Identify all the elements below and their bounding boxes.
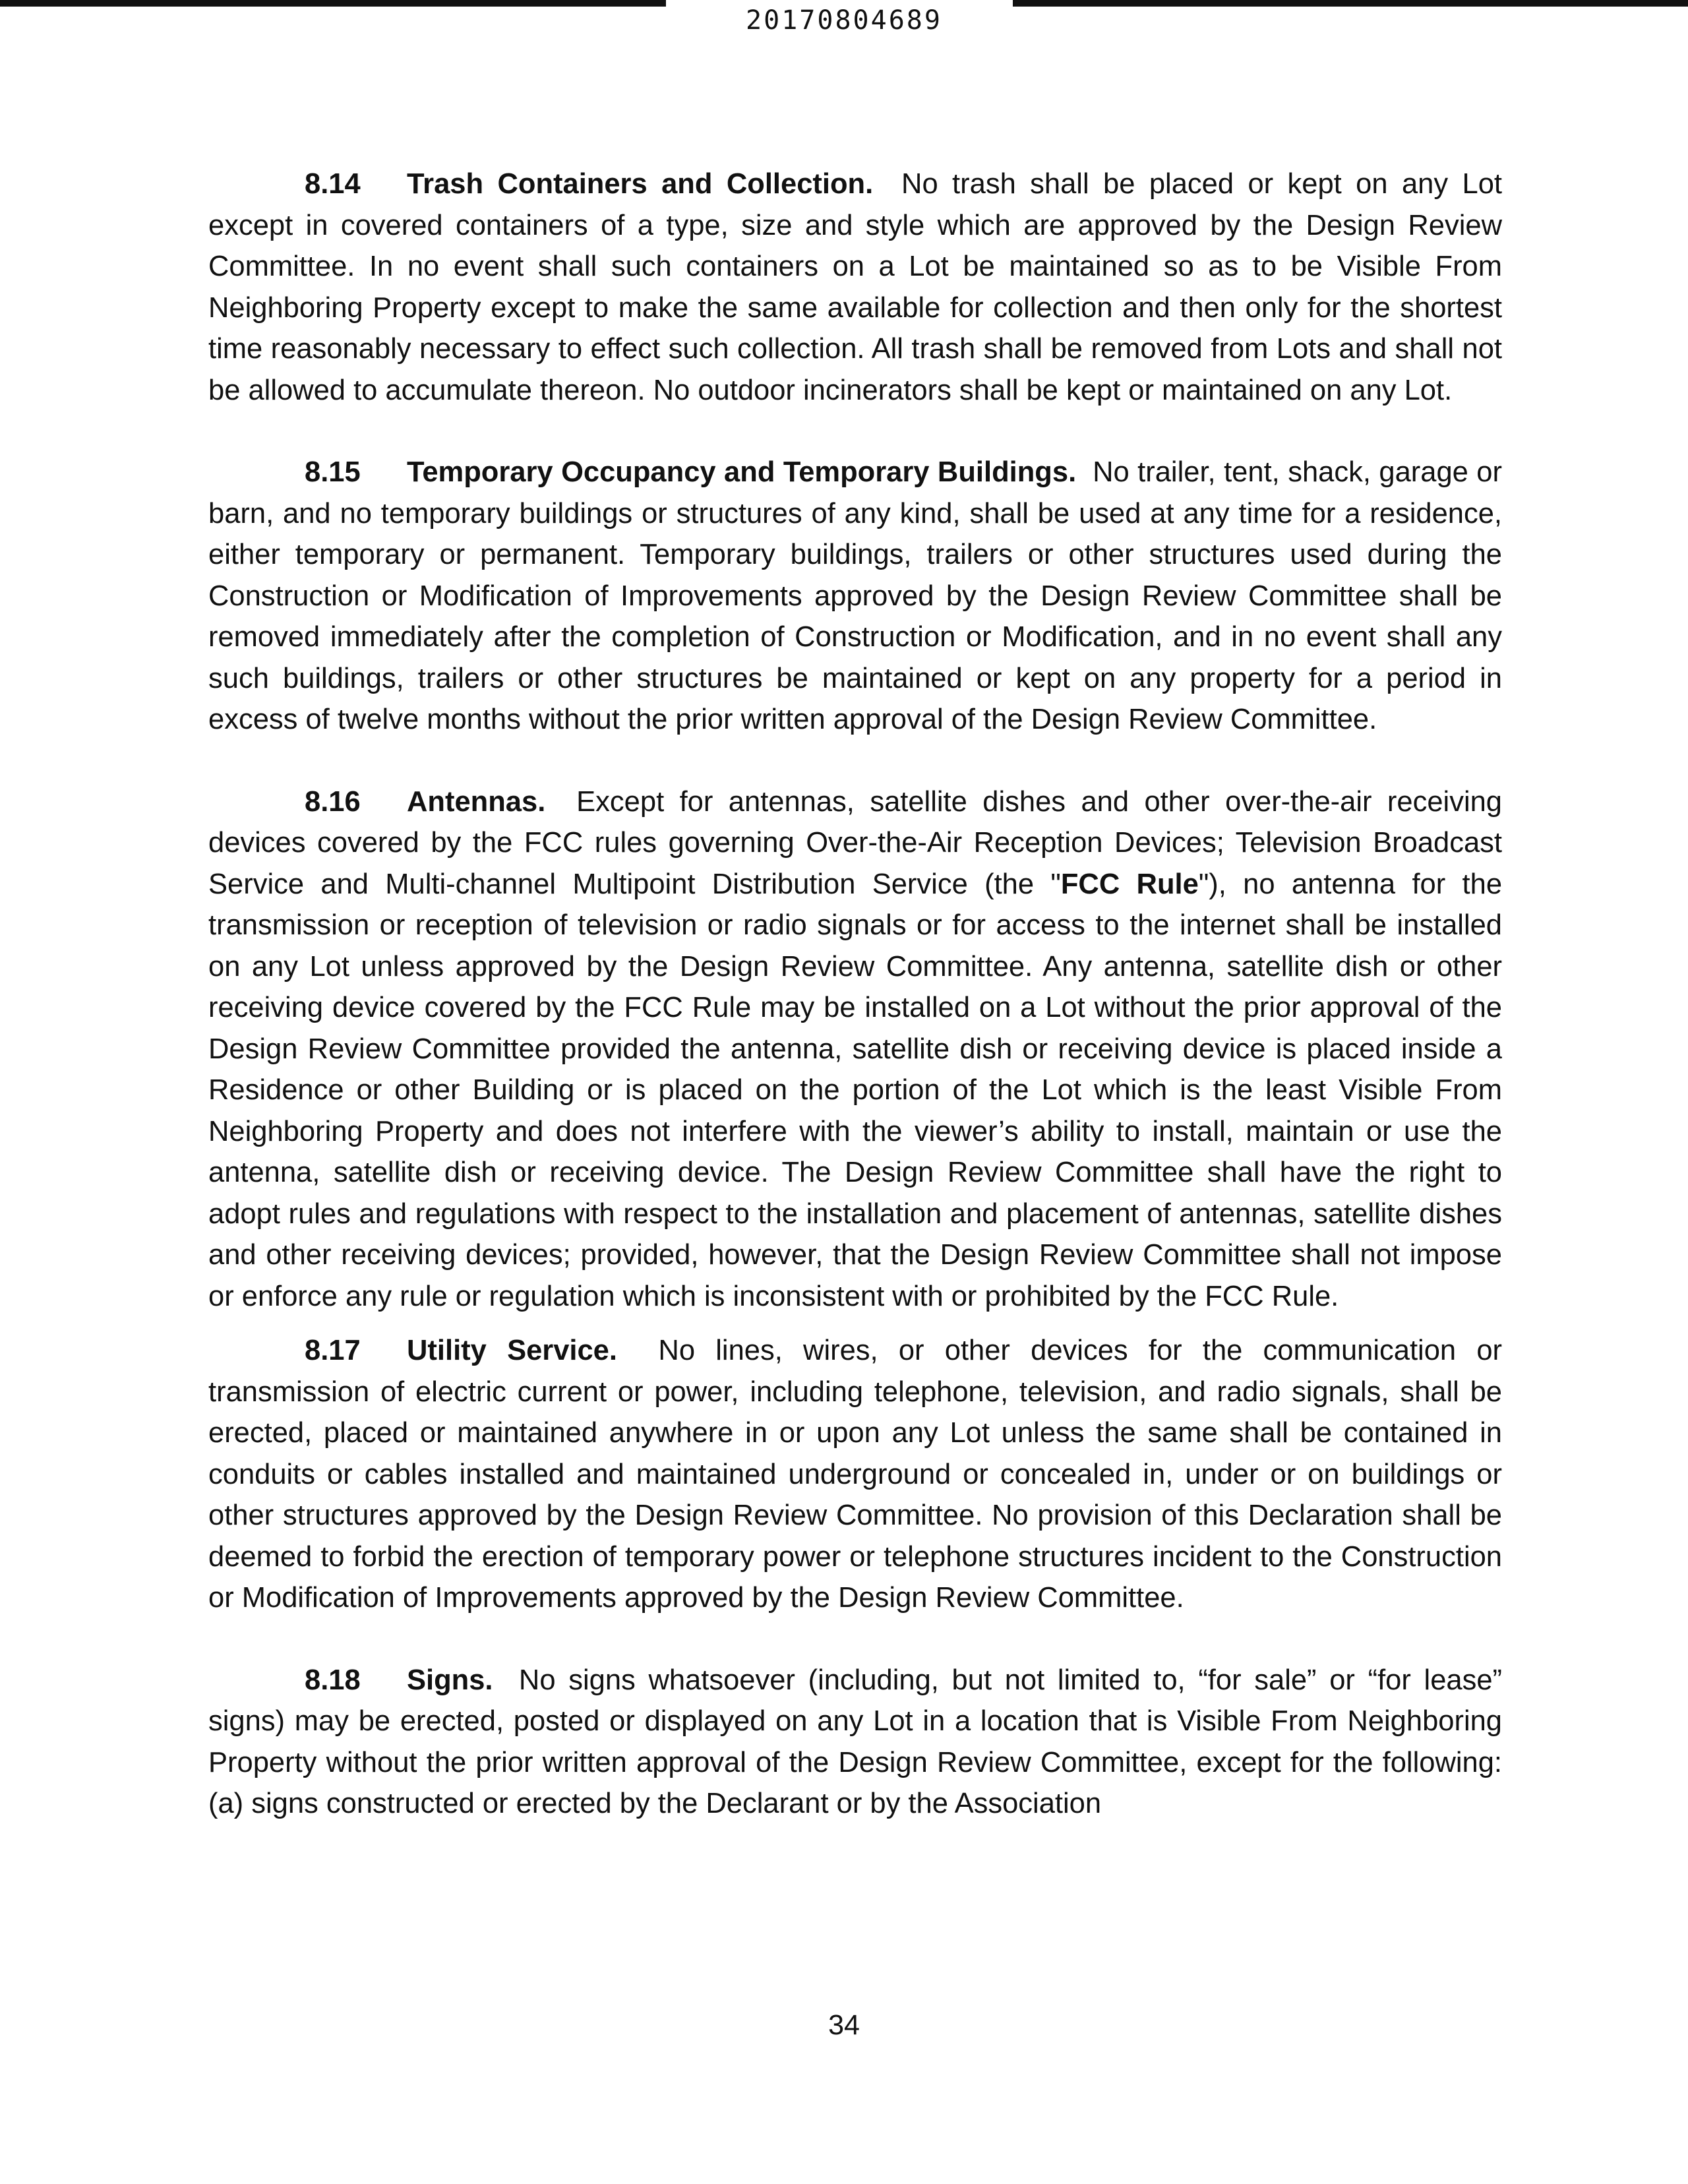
section-heading: Temporary Occupancy and Temporary Buildings. — [407, 456, 1077, 488]
section-number: 8.17 — [305, 1335, 361, 1366]
page-body — [208, 164, 1502, 1825]
section-8-16 — [208, 781, 1502, 1318]
section-heading: Antennas. — [407, 785, 546, 818]
section-8-15 — [208, 452, 1502, 741]
document-number: 20170804689 — [746, 5, 942, 36]
section-number: 8.16 — [305, 785, 361, 818]
section-number: 8.15 — [305, 456, 361, 488]
section-heading: Utility Service. — [407, 1335, 617, 1366]
defined-term: FCC Rule — [1060, 868, 1199, 900]
section-text: No trailer, tent, shack, garage or barn, and no temporary buildings or structures of any kind, shall be used at any time for a residence, either temporary or permanent. Temporary buildings, trailers or other structures used during the Construction or Modification of Improvements approved by the Design Review Committee shall be removed immediately after the completion of Construction or Modification, and in no event shall any such buildings, trailers or other structures be maintained or kept on any property for a period in excess of twelve months without the prior written approval of the Design Review Committee. — [208, 456, 1502, 735]
section-text: No signs whatsoever (including, but not limited to, “for sale” or “for lease” signs) may be erected, posted or displayed on any Lot in a location that is Visible From Neighboring Property without the prior written approval of the Design Review Committee, except for the following: (a) signs constructed or erected by the Declarant or by the Association — [208, 1664, 1503, 1819]
section-text-part-a: Except for antennas, satellite dishes and other over-the-air receiving devices covered by the FCC rules governing Over-the-Air Reception Devices; Television Broadcast Service and Multi-channel Multipoint Distribution Service (the " — [208, 785, 1502, 900]
section-heading: Signs. — [407, 1664, 493, 1696]
section-heading: Trash Containers and Collection. — [407, 168, 874, 200]
section-number: 8.14 — [305, 168, 361, 200]
section-text: No lines, wires, or other devices for the communication or transmission of electric current or power, including telephone, television, and radio signals, shall be erected, placed or maintained anywhere in or upon any Lot unless the same shall be contained in conduits or cables installed and maintained underground or concealed in, under or on buildings or other structures approved by the Design Review Committee. No provision of this Declaration shall be deemed to forbid the erection of temporary power or telephone structures incident to the Construction or Modification of Improvements approved by the Design Review Committee. — [208, 1335, 1503, 1614]
section-8-18 — [208, 1660, 1502, 1825]
section-number: 8.18 — [305, 1664, 361, 1696]
section-8-14 — [208, 164, 1502, 411]
section-text-part-b: "), no antenna for the transmission or reception of television or radio signals or for access to the internet shall be installed on any Lot unless approved by the Design Review Committee. Any antenna, satellite dish or other receiving device covered by the FCC Rule may be installed on a Lot without the prior approval of the Design Review Committee provided the antenna, satellite dish or receiving device is placed inside a Residence or other Building or is placed on the portion of the Lot which is the least Visible From Neighboring Property and does not interfere with the viewer’s ability to install, maintain or use the antenna, satellite dish or receiving device. The Design Review Committee shall have the right to adopt rules and regulations with respect to the installation and placement of antennas, satellite dishes and other receiving devices; provided, however, that the Design Review Committee shall not impose or enforce any rule or regulation which is inconsistent with or prohibited by the FCC Rule. — [208, 868, 1503, 1312]
page-number: 34 — [828, 2009, 860, 2041]
section-text: No trash shall be placed or kept on any Lot except in covered containers of a type, size and style which are approved by the Design Review Committee. In no event shall such containers on a Lot be maintained so as to be Visible From Neighboring Property except to make the same available for collection and then only for the shortest time reasonably necessary to effect such collection. All trash shall be removed from Lots and shall not be allowed to accumulate thereon. No outdoor incinerators shall be kept or maintained on any Lot. — [208, 168, 1503, 406]
section-8-17 — [208, 1330, 1502, 1619]
